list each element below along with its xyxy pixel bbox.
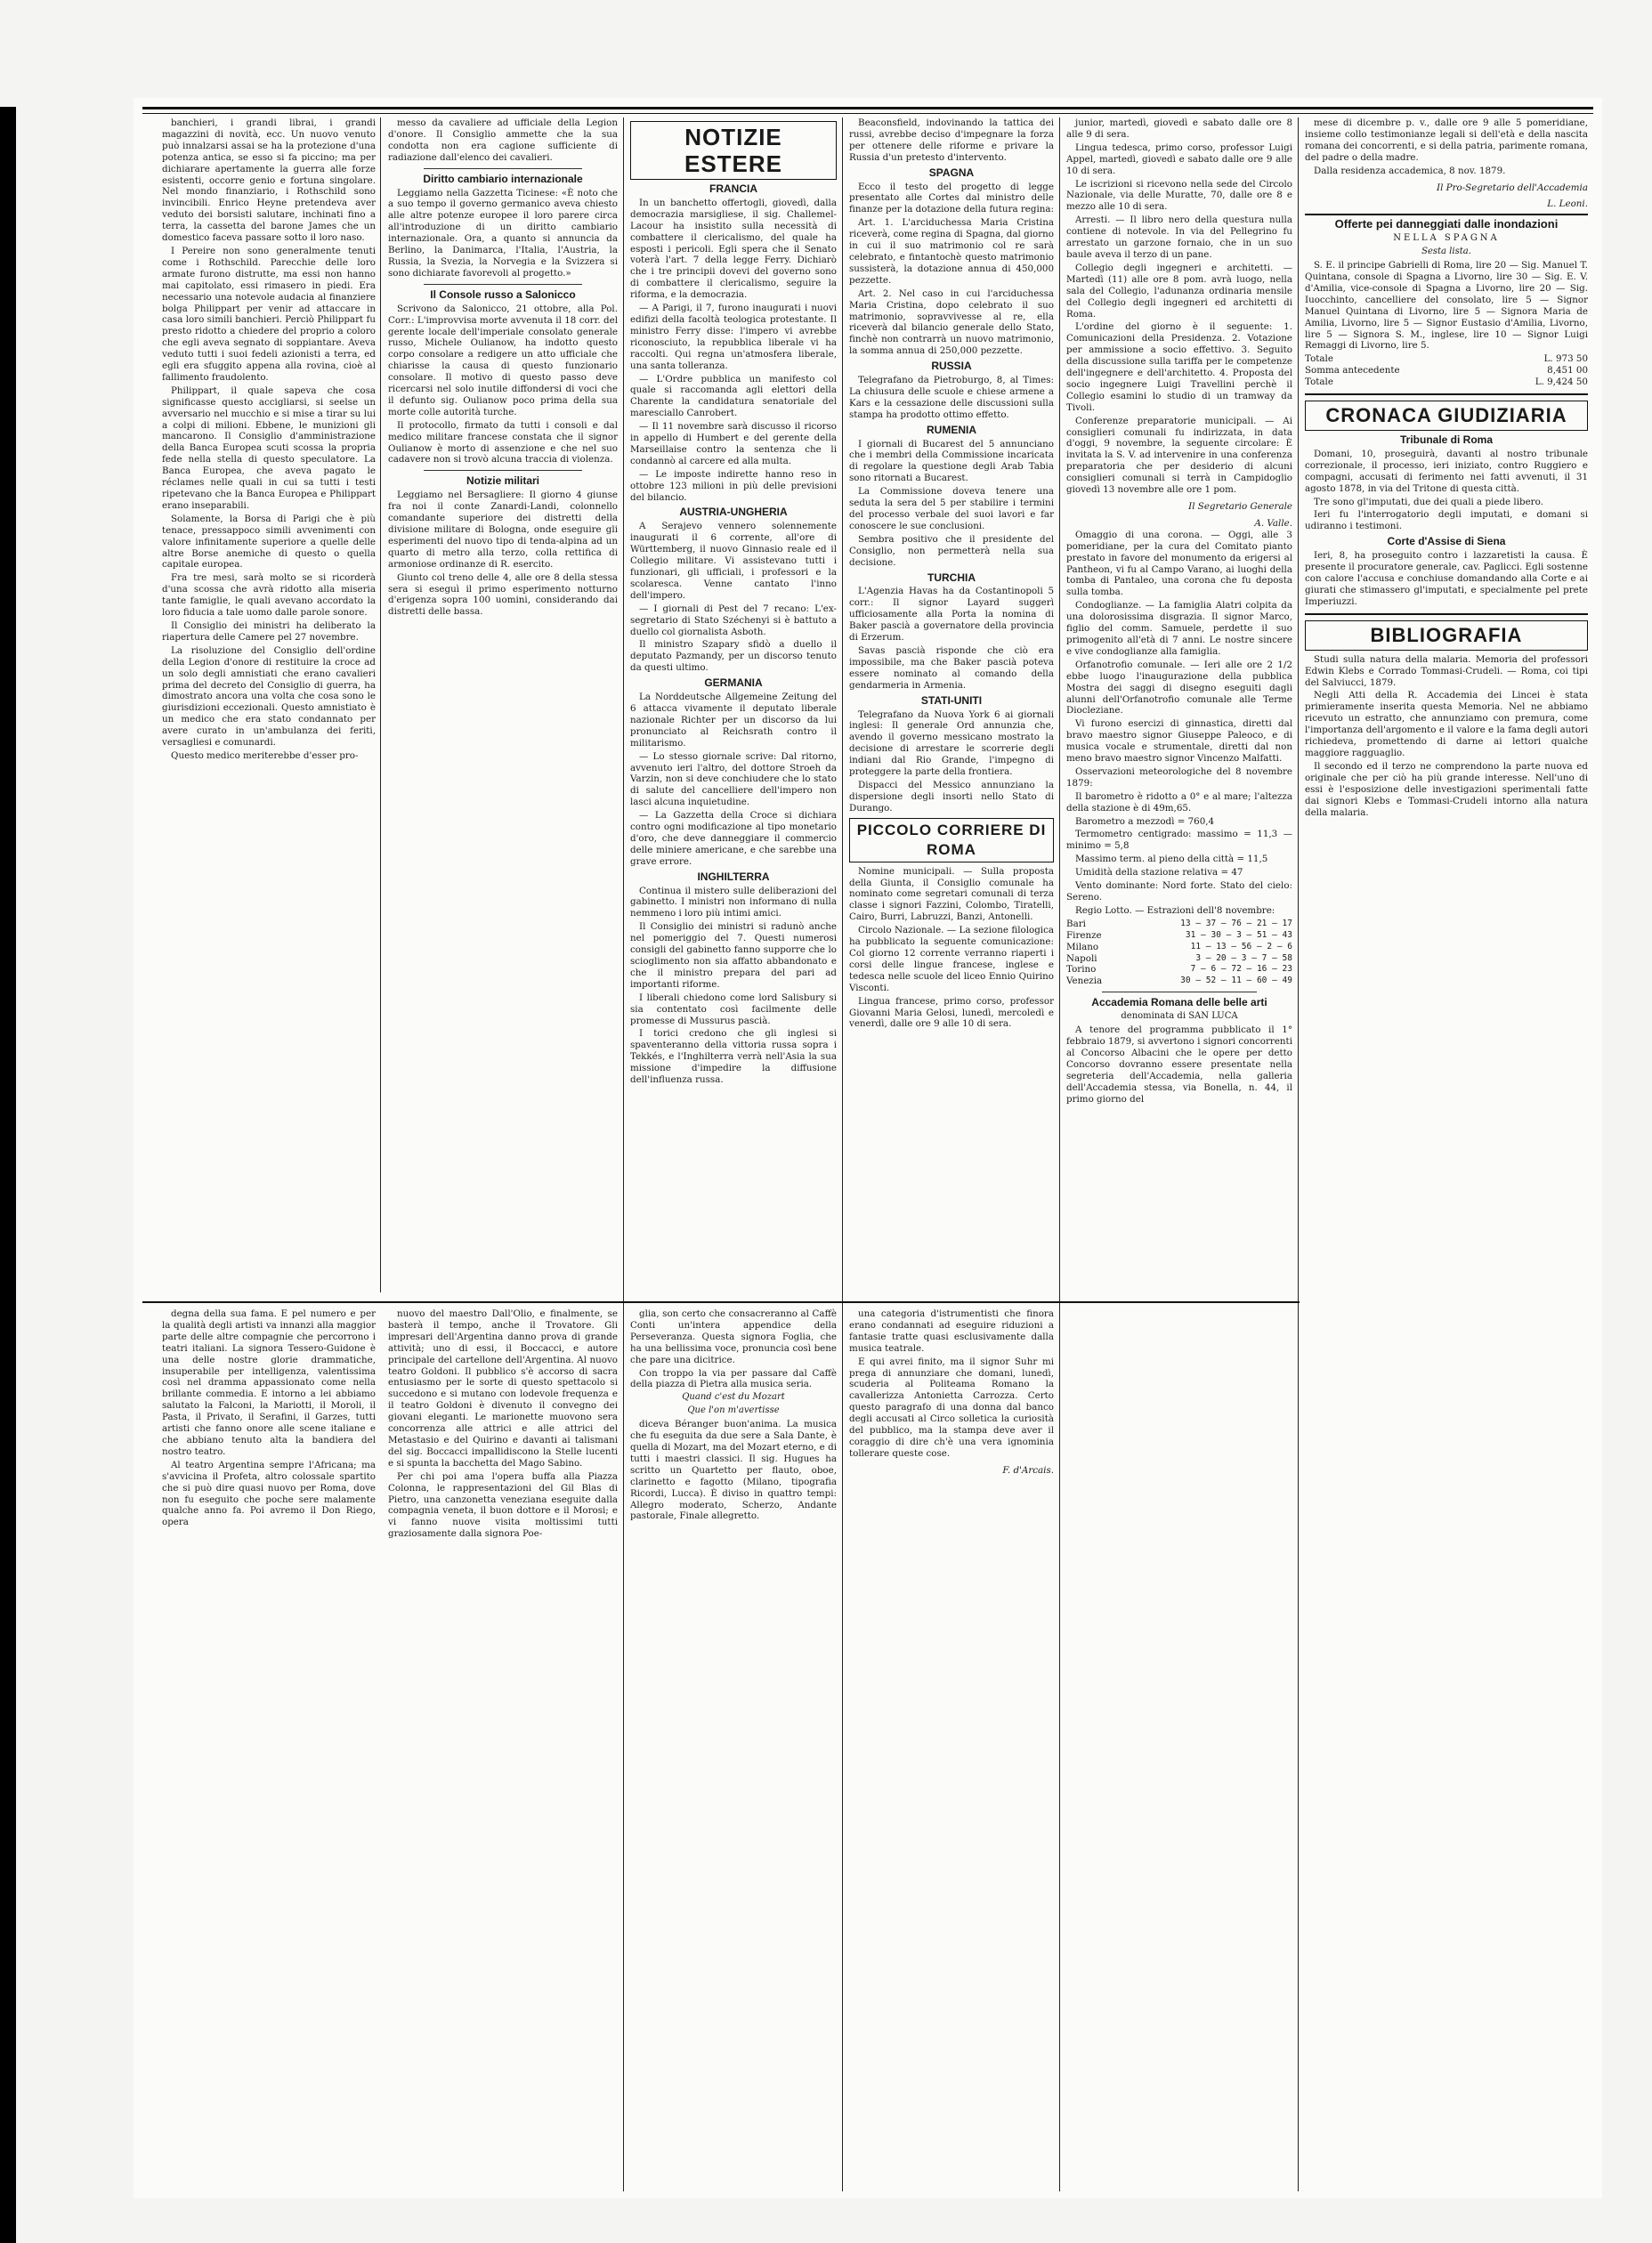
article-text: Beaconsfield, indovinando la tattica dei russi, avrebbe deciso d'impegnare la forza per ottenere delle riforme e privare la Russia d'un pretesto d'intervento. bbox=[849, 117, 1054, 163]
article-text: I torici credono che gli inglesi si spaventeranno della vittoria russa sopra i Tekkés, e l'Inghilterra verrà nell'Asia la sua missione d'impedire la diffusione dell'influenza russa. bbox=[630, 1028, 837, 1086]
article-text: L'Agenzia Havas ha da Costantinopoli 5 corr.: Il signor Layard suggerì ufficiosamente alla Porta la nomina di Baker pascià a governatore della provincia di Erzerum. bbox=[849, 586, 1054, 644]
total-row bbox=[1305, 377, 1588, 388]
article-text: — A Parigi, il 7, furono inaugurati i nuovi edifizi della facoltà teologica protestante. Il ministro Ferry disse: l'impero vi avrebbe riconosciuto, la repubblica liberale vi ha raccolti. Qui regna un'atmosfera liberale, una santa tolleranza. bbox=[630, 303, 837, 371]
weather-line: Barometro a mezzodì = 760,4 bbox=[1075, 815, 1215, 827]
article-text: I liberali chiedono come lord Salisbury si sia contentato così facilmente delle promesse di Mussurus pascià. bbox=[630, 992, 837, 1026]
academy-subheading: denominata di SAN LUCA bbox=[1121, 1011, 1238, 1022]
headline: Diritto cambiario internazionale bbox=[423, 172, 583, 185]
headline-offerte-sub: NELLA SPAGNA bbox=[1393, 233, 1500, 244]
weather-line: Umidità della stazione relativa = 47 bbox=[1075, 867, 1243, 879]
total-label: Somma antecedente bbox=[1305, 365, 1400, 377]
signature-title: Il Segretario Generale bbox=[1188, 501, 1292, 512]
court-heading: Corte d'Assise di Siena bbox=[1387, 535, 1506, 548]
country-heading: RUSSIA bbox=[931, 360, 972, 373]
separator bbox=[1305, 393, 1588, 395]
article-text: L'ordine del giorno è il seguente: 1. Comunicazioni della Presidenza. 2. Votazione per ammissione a socio effettivo. 3. Seguito della discussione sulla tariffa per le competenze dell'ingegnere e dell'architetto. 4. Proposta del socio ingegnere Luigi Travellini perchè il Collegio esamini lo studio di un tramway da Tivoli. bbox=[1066, 321, 1292, 413]
appendix-text: Al teatro Argentina sempre l'Africana; ma s'avvicina il Profeta, altro colossale spartito che si può dire quasi nuovo per Roma, dove non fu eseguito che poche sere malamente qualche anno fa. Poi avremo il Don Riego, opera bbox=[162, 1459, 376, 1528]
article-text: messo da cavaliere ad ufficiale della Legion d'onore. Il Consiglio ammette che la sua condotta non era cagione sufficiente di radiazione dall'elenco dei cavalieri. bbox=[388, 117, 618, 163]
article-text: — Le imposte indirette hanno reso in ottobre 123 milioni in più delle previsioni del bilancio. bbox=[630, 468, 837, 503]
appendix-text: Con troppo la via per passare dal Caffè della piazza di Pietra alla musica seria. bbox=[630, 1367, 837, 1390]
article-text: Giunto col treno delle 4, alle ore 8 della stessa sera si eseguì il primo esperimento notturno d'erigenza sopra 100 uomini, considerando dai distretti delle bassa. bbox=[388, 571, 618, 618]
donor-list: S. E. il principe Gabrielli di Roma, lire 20 — Sig. Manuel T. Quintana, console di Spagna a Livorno, lire 30 — Sig. E. V. d'Amilia, vice-console di Spagna a Livorno, lire 20 — Sig. Iuocchinto, cancelliere del consolato, lire 5 — Signor Manuel Quintana di Livorno, lire 5 — Signora Maria de Amilia, Livorno, lire 5 — Signor Eustasio d'Amilia, Livorno, lire 5 — Signora S. M., inglese, lire 10 — Signor Luigi Remaggi di Livorno, lire 5. bbox=[1305, 260, 1588, 352]
appendix-text: glia, son certo che consacreranno al Caffè Conti un'intera appendice della Perseveranza. Questa signora Foglia, che ha una bellissima voce, pronuncia così bene che pare una dicitrice. bbox=[630, 1308, 837, 1365]
top-rule bbox=[142, 107, 1593, 109]
article-text: Il secondo ed il terzo ne comprendono la parte nuova ed originale che per ciò ha più grande interesse. Nell'uno di essi è l'esposizione delle investigazioni sperimentali fatte dai signori Klebs e Tommasi-Crudeli intorno alla natura della malaria. bbox=[1305, 760, 1588, 818]
article-text: La risoluzione del Consiglio dell'ordine della Legion d'onore di restituire la croce ad un solo degli amnistiati che erano cavalieri prima del decreto del Consiglio di guerra, ha dimostrato ancora una volta che cosa sono le giurisdizioni eccezionali. Questo amnistiato è un medico che era stato condannato per avere curato in un'ambulanza dei feriti, versagliesi e comunardi. bbox=[162, 644, 376, 749]
quote-line: Que l'on m'avertisse bbox=[687, 1405, 780, 1416]
lotto-numbers: 7 — 6 — 72 — 16 — 23 bbox=[1190, 964, 1292, 975]
court-heading: Tribunale di Roma bbox=[1399, 433, 1493, 447]
signature-title: Il Pro-Segretario dell'Accademia bbox=[1437, 182, 1588, 193]
masthead-local-news: PICCOLO CORRIERE DI ROMA bbox=[849, 818, 1054, 862]
signature-name: L. Leoni. bbox=[1547, 198, 1588, 210]
appendix-text: nuovo del maestro Dall'Olio, e finalmente, se basterà il tempo, anche il Trovatore. Gli impresari dell'Argentina danno prova di grande attività; uno di essi, il Boccacci, e autore principale del cartellone dell'Argentina. Al nuovo teatro Goldoni. Il pubblico s'è accorso di sacra entusiasmo per le sorte di questo spettacolo si succedono e si mutano con lodevole frequenza e il teatro Goldoni è divenuto il convegno dei giovani eleganti. Le marionette muovono sera concorrenza alle attrici e alle attrici del Metastasio e del Quirino e davanti ai talismani del sig. Boccacci impallidiscono la Stelle lucenti e si spunta la bacchetta del Mago Sabino. bbox=[388, 1308, 618, 1469]
article-text: Art. 2. Nel caso in cui l'arciduchessa Maria Cristina, dopo celebrato il suo matrimonio, sopravvivesse al re, ella riceverà dal bilancio generale dello Stato, finchè non contrarrà un nuovo matrimonio, la somma annua di 250,000 pezzette. bbox=[849, 287, 1054, 357]
article-text: I Pereire non sono generalmente tenuti come i Rothschild. Parecchie delle loro armate furono distrutte, ma essi non hanno mai capitolato, essi rimasero in piedi. Era necessario una notevole audacia al finanziere bolga Philippart per venir ad attaccare in casa loro simili banchieri. Perciò Philippart fu presto ridotto a chiedere del proprio a coloro che egli aveva segnato di soppiantare. Aveva veduto tutti i suoi fedeli azionisti a terra, ed egli era sfuggito appena alla rovina, cioè al fallimento fraudolento. bbox=[162, 245, 376, 383]
article-text: Vi furono esercizi di ginnastica, diretti dal bravo maestro signor Giuseppe Paleoco, e di musica vocale e strumentale, diretti dal non meno bravo maestro signor Vincenzo Malfatti. bbox=[1066, 718, 1292, 765]
article-text: I giornali di Bucarest del 5 annunciano che i membri della Commissione incaricata di regolare la questione degli Arab Tabia sono ritornati a Bucarest. bbox=[849, 438, 1054, 484]
column-1 bbox=[162, 117, 376, 1297]
article-text: — Il 11 novembre sarà discusso il ricorso in appello di Humbert e del gerente della Marseillaise contro la sentenza che li condannò al carcere ed alla multa. bbox=[630, 421, 837, 466]
country-heading: GERMANIA bbox=[704, 676, 763, 690]
section-title-foreign-news: NOTIZIE ESTERE bbox=[630, 121, 837, 180]
country-heading: RUMENIA bbox=[927, 423, 976, 436]
lotto-table bbox=[1066, 919, 1292, 987]
article-text: Philippart, il quale sapeva che cosa significasse questo accigliarsi, si seelse un avversario nel mucchio e si mise a tirar su lui a colpi di milioni. Ebbene, le munizioni gli mancarono. Il Consiglio d'amministrazione della Banca Europea scuti scossa la propria fede nella stella di questo speculatore. La Banca Europea, che aveva pagato le réclames nelle quali in cui sa tutti i testi ripetevano che la Banca Europea e Philippart erano inseparabili. bbox=[162, 385, 376, 511]
article-text: Questo medico meriterebbe d'esser pro- bbox=[171, 749, 359, 761]
article-text: Circolo Nazionale. — La sezione filologica ha pubblicato la seguente comunicazione: Col giorno 12 corrente verranno riaperti i corsi delle lingue francese, inglese e tedesca nelle scuole del liceo Ennio Quirino Visconti. bbox=[849, 925, 1054, 993]
lotto-row bbox=[1066, 919, 1292, 930]
column-rule bbox=[380, 117, 381, 1292]
appendix-text: E qui avrei finito, ma il signor Suhr mi prega di annunziare che domani, lunedì, scuderia al Politeama Romano la cavallerizza Antonietta Carrozza. Certo questo paragrafo di una donna dal banco degli accusati al Circo solletica la curiosità del pubblico, ma la stampa deve aver il coraggio di dire ch'è una vera ignominia tollerare queste cose. bbox=[849, 1356, 1054, 1459]
headline: Notizie militari bbox=[466, 474, 539, 488]
article-text: Leggiamo nel Bersagliere: Il giorno 4 giunse fra noi il conte Zanardi-Landi, colonnello comandante superiore dei distretti della divisione militare di Bologna, onde eseguire gli esperimenti del nuovo tipo di tenda-alpina ad un quarto di metro alla terzo, colla rettifica di armoniose ordinanze di R. esercito. bbox=[388, 490, 618, 570]
academy-heading: Accademia Romana delle belle arti bbox=[1091, 996, 1267, 1009]
article-text: Omaggio di una corona. — Oggi, alle 3 pomeridiane, per la cura del Comitato pianto prestato in favore del monumento da erigersi al Pantheon, vi fu al Campo Varano, ai luoghi della tomba di Pantaleo, una corona che fu deposta sulla tomba. bbox=[1066, 529, 1292, 598]
weather-line: Il barometro è ridotto a 0° e al mare; l'altezza della stazione è di 49m,65. bbox=[1066, 790, 1292, 814]
article-text: Il ministro Szapary sfidò a duello il deputato Pazmandy, per un discorso tenuto da questi ultimo. bbox=[630, 639, 837, 674]
lotto-row bbox=[1066, 953, 1292, 965]
article-text: Ieri fu l'interrogatorio degli imputati, e domani si udiranno i testimoni. bbox=[1305, 509, 1588, 532]
list-number: Sesta lista. bbox=[1421, 247, 1471, 257]
country-heading: INGHILTERRA bbox=[697, 870, 770, 883]
article-text: Scrivono da Salonicco, 21 ottobre, alla Pol. Corr.: L'improvvisa morte avvenuta il 18 corr. del gerente locale dell'imperiale consolato generale russo, Michele Oulianow, ha indotto questo corpo consolare a redigere un atto ufficiale che chiarisse la causa di questo funzionario consolare. Il motivo di questo passo deve ricercarsi nel solo inutile diffondersi di voci che il defunto sig. Oulianow poco prima della sua morte colle autorità turche. bbox=[388, 303, 618, 417]
appendix-text: diceva Béranger buon'anima. La musica che fu eseguita da due sere a Sala Dante, è quella di Mozart, ma del Mozart eterno, e di tutti i maestri classici. Il sig. Hugues ha scritto un Quartetto per flauto, oboe, clarinetto e fagotto (Milano, tipografia Ricordi, Lucca). È diviso in quattro tempi: Allegro moderato, Scherzo, Andante pastorale, Finale allegretto. bbox=[630, 1419, 837, 1522]
article-text: La Norddeutsche Allgemeine Zeitung del 6 attacca vivamente il deputato liberale nazionale Richter per un discorso da lui pronunciato al Reichsrath contro il militarismo. bbox=[630, 692, 837, 749]
appendix-text: Per chi poi ama l'opera buffa alla Piazza Colonna, le rappresentazioni del Gil Blas di Pietro, una canzonetta veneziana eseguite dalla compagnia veneta, il buon dottore e il Morosi; e vi fanno nuove visita moltissimi tutti graziosamente dalla signora Poe- bbox=[388, 1470, 618, 1540]
total-label: Totale bbox=[1305, 353, 1333, 365]
article-text: — I giornali di Pest del 7 recano: L'ex-segretario di Stato Széchenyi si è battuto a duello col giornalista Asboth. bbox=[630, 603, 837, 637]
article-text: Condoglianze. — La famiglia Alatri colpita da una dolorosissima disgrazia. Il signor Marco, figlio del comm. Samuele, perdette il suo primogenito all'età di 7 anni. Le nostre sincere e vive condoglianze alla famiglia. bbox=[1066, 600, 1292, 657]
weather-line: Termometro centigrado: massimo = 11,3 — minimo = 5,8 bbox=[1066, 829, 1292, 852]
total-row bbox=[1305, 365, 1588, 377]
article-text: Art. 1. L'arciduchessa Maria Cristina riceverà, come regina di Spagna, dal giorno in cui il suo matrimonio col re sarà celebrato, e fintantochè questo matrimonio sussisterà, la dotazione annua di 450,000 pezzette. bbox=[849, 217, 1054, 286]
article-text: Ecco il testo del progetto di legge presentato alle Cortes dal ministro delle finanze per la dotazione della futura regina: bbox=[849, 181, 1054, 215]
country-heading: STATI-UNITI bbox=[920, 693, 983, 707]
country-heading: AUSTRIA-UNGHERIA bbox=[679, 506, 788, 519]
article-text: La Commissione doveva tenere una seduta la sera del 5 per stabilire i termini del processo verbale del suoi lavori e far conoscere le sue conclusioni. bbox=[849, 486, 1054, 531]
article-text: In un banchetto offertogli, giovedì, dalla democrazia marsigliese, il sig. Challemel-Lacour ha insistito sulla necessità di combattere il clericalismo, del quale ha esposti i pericoli. Egli spera che il Senato voterà l'art. 7 della legge Ferry. Dichiarò che i tre principii dovevi del governo sono di combattere il clericalismo, seguire la riforma, e la democrazia. bbox=[630, 197, 837, 301]
article-text: Le iscrizioni si ricevono nella sede del Circolo Nazionale, via delle Muratte, 70, dalle ore 8 e mezzo alle 10 di sera. bbox=[1066, 178, 1292, 213]
article-text: — L'Ordre pubblica un manifesto col quale si raccomanda agli elettori della Charente la candidatura senatoriale del maresciallo Canrobert. bbox=[630, 373, 837, 419]
article-text: Il protocollo, firmato da tutti i consoli e dal medico militare francese constata che il signor Oulianow è morto di assenzione e che nel suo cadavere non si trovò alcuna traccia di violenza. bbox=[388, 419, 618, 466]
article-text: Leggiamo nella Gazzetta Ticinese: «È noto che a suo tempo il governo germanico aveva chiesto alle altre potenze europee il loro parere circa all'introduzione di un diritto cambiario internazionale. Ora, a quanto si annuncia da Berlino, la Danimarca, l'Italia, l'Austria, la Russia, la Svezia, la Norvegia e la Svizzera si sono dichiarate favorevoli al progetto.» bbox=[388, 187, 618, 279]
column-3 bbox=[630, 117, 837, 1297]
column-rule bbox=[1059, 117, 1060, 2191]
article-text: Il Consiglio dei ministri ha deliberato la riapertura delle Camere pel 27 novembre. bbox=[162, 619, 376, 643]
article-text: Conferenze preparatorie municipali. — Ai consiglieri comunali fu indirizzata, in data d'oggi, 9 novembre, la seguente circolare: È invitata la S. V. ad intervenire in una conferenza preparatoria che per desiderio di alcuni consiglieri comunali si terrà in Campidoglio giovedì 13 novembre alle ore 1 pom. bbox=[1066, 415, 1292, 496]
section-title-bibliography: BIBLIOGRAFIA bbox=[1305, 620, 1588, 651]
scan-edge bbox=[0, 107, 16, 2243]
separator bbox=[424, 168, 582, 169]
headline: Il Console russo a Salonicco bbox=[430, 287, 576, 301]
total-label: Totale bbox=[1305, 377, 1333, 388]
section-title-judicial: CRONACA GIUDIZIARIA bbox=[1305, 401, 1588, 431]
article-text: Fra tre mesi, sarà molto se si ricorderà d'una scossa che avrà ridotto alla miseria tante famiglie, le quali avevano accordato la loro fiducia a tale uomo dalle parole sonore. bbox=[162, 572, 376, 619]
article-text: Nomine municipali. — Sulla proposta della Giunta, il Consiglio comunale ha nominato come segretari comunali di terza classe i signori Fazzini, Colombo, Tiratelli, Cairo, Burri, Labruzzi, Banzi, Antonelli. bbox=[849, 865, 1054, 923]
lotto-city: Firenze bbox=[1066, 929, 1102, 941]
lotto-numbers: 31 — 30 — 3 — 51 — 43 bbox=[1185, 929, 1292, 940]
column-rule bbox=[842, 117, 843, 2191]
article-text: banchieri, i grandi librai, i grandi magazzini di novità, ecc. Un nuovo venuto può innalzarsi assai se ha la protezione d'una potenza antica, se esso si fa piccino; ma per dichiarare apertamente la guerra alle forze esistenti, occorre genio e fortuna singolare. Nel mondo finanziario, i Rothschild sono invincibili. Enrico Heyne pretendeva aver veduto dei borsisti salutare, inchinati fino a terra, la cassetta del barone James che un domestico faceva passare sotto il loro naso. bbox=[162, 117, 376, 244]
article-text: Ieri, 8, ha proseguito contro i lazzaretisti la causa. È presente il procuratore generale, cav. Paglicci. Egli sostenne con calore l'accusa e conchiuse domandando alla Corte e ai giurati che stimassero gl'imputati, e specialmente pel prete Imperiuzzi. bbox=[1305, 550, 1588, 607]
article-text: Sembra positivo che il presidente del Consiglio, non permetterà nella sua decisione. bbox=[849, 533, 1054, 568]
lotto-numbers: 13 — 37 — 76 — 21 — 17 bbox=[1180, 918, 1292, 928]
article-text: — Lo stesso giornale scrive: Dal ritorno, avvenuto ieri l'altro, del dottore Stroeh da Varzin, non si deve conchiudere che lo stato di salute del cancelliere dell'impero non lasci alcuna inquietudine. bbox=[630, 750, 837, 808]
appendix-column-1 bbox=[162, 1308, 376, 2145]
article-text: mese di dicembre p. v., dalle ore 9 alle 5 pomeridiane, insieme collo testimonianze legali si dell'età e della nascita romana dei concorrenti, e si della patria, parimente romana, del padre o della madre. bbox=[1305, 117, 1588, 163]
total-row bbox=[1305, 353, 1588, 365]
weather-heading: Osservazioni meteorologiche del 8 novembre 1879: bbox=[1066, 765, 1292, 789]
appendix-text: degna della sua fama. E pel numero e per la qualità degli artisti va innanzi alla maggior parte delle altre compagnie che percorrono i teatri italiani. La signora Tessero-Guidone è una delle nostre glorie drammatiche, insuperabile per intelligenza, valentissima così nel dramma appassionato come nella brillante commedia. E intorno a lei abbiamo salutato la Falconi, la Mariotti, il Moroli, il Pasta, il Privato, il Serafini, il Garzes, tutti artisti che fanno onore alle scene italiane e che abbiano tenuto alta la bandiera del nostro teatro. bbox=[162, 1308, 376, 1457]
quote-line: Quand c'est du Mozart bbox=[682, 1392, 785, 1403]
article-text: Negli Atti della R. Accademia dei Lincei è stata primieramente inserita questa Memoria. Nel ne abbiamo ricevuto un estratto, che annunziamo con premura, come l'importanza dell'argomento e il valore e la fama degli autori richiedeva, promettendo di darne ai lettori qualche maggiore ragguaglio. bbox=[1305, 690, 1588, 758]
column-2 bbox=[388, 117, 618, 1297]
article-text: Il Consiglio dei ministri si radunò anche nel pomeriggio del 7. Questi numerosi consigli del gabinetto fanno supporre che lo scioglimento non sia affatto abbandonato e che il ministro prepara del pari ad importanti riforme. bbox=[630, 921, 837, 990]
article-text: Savas pascià risponde che ciò era impossibile, ma che Baker pascià poteva essere nominato al comando della gendarmeria in Armenia. bbox=[849, 644, 1054, 691]
separator bbox=[1305, 613, 1588, 615]
lotto-heading: Regio Lotto. — Estrazioni dell'8 novembre: bbox=[1075, 904, 1275, 916]
column-6 bbox=[1305, 117, 1588, 2191]
lotto-row bbox=[1066, 976, 1292, 987]
weather-line: Massimo term. al pieno della città = 11,5 bbox=[1075, 854, 1268, 865]
lotto-row bbox=[1066, 942, 1292, 953]
column-4 bbox=[849, 117, 1054, 1297]
country-heading: SPAGNA bbox=[928, 166, 975, 179]
article-text: Studi sulla natura della malaria. Memoria del professori Edwin Klebs e Corrado Tommasi-Crudeli. — Roma, coi tipi del Salviucci, 1879. bbox=[1305, 653, 1588, 688]
article-text: Dalla residenza accademica, 8 nov. 1879. bbox=[1314, 165, 1506, 176]
article-text: Dispacci del Messico annunziano la dispersione degli insorti nello Stato di Durango. bbox=[849, 779, 1054, 814]
lotto-numbers: 3 — 20 — 3 — 7 — 58 bbox=[1195, 952, 1292, 963]
appendix-column-3 bbox=[630, 1308, 837, 2145]
article-text: Lingua francese, primo corso, professor Giovanni Maria Gelosi, lunedì, mercoledì e venerdì, dalle ore 9 alle 10 di sera. bbox=[849, 995, 1054, 1030]
lotto-numbers: 30 — 52 — 11 — 60 — 49 bbox=[1180, 976, 1292, 986]
total-value: L. 973 50 bbox=[1543, 353, 1588, 365]
headline-offerte: Offerte pei danneggiati dalle inondazioni bbox=[1334, 217, 1559, 231]
article-text: Collegio degli ingegneri e architetti. — Martedì (11) alle ore 8 pom. avrà luogo, nella sala del Collegio, l'adunanza ordinaria mensile del Collegio degli ingegneri ed architetti di Roma. bbox=[1066, 262, 1292, 320]
lotto-row bbox=[1066, 964, 1292, 976]
total-value: 8,451 00 bbox=[1547, 365, 1588, 377]
article-text: Solamente, la Borsa di Parigi che è più tenace, pressappoco simili avvenimenti con valore infinitamente superiore a quelle delle altre Borse anemiche di questo o quella capitale europea. bbox=[162, 513, 376, 571]
country-heading: FRANCIA bbox=[709, 182, 757, 195]
appendix-column-2 bbox=[388, 1308, 618, 2145]
separator bbox=[424, 284, 582, 285]
author-signature: F. d'Arcais. bbox=[1002, 1464, 1054, 1476]
article-text: A tenore del programma pubblicato il 1° febbraio 1879, si avvertono i signori concorrenti al Concorso Albacini che le opere per detto Concorso dovranno essere presentate nella segreteria dell'Accademia, nella galleria dell'Accademia stessa, via Bonella, n. 44, il primo giorno del bbox=[1066, 1024, 1292, 1105]
article-text: Continua il mistero sulle deliberazioni del gabinetto. I ministri non informano di nulla nemmeno i loro più intimi amici. bbox=[630, 885, 837, 919]
lotto-city: Napoli bbox=[1066, 952, 1097, 964]
lotto-row bbox=[1066, 930, 1292, 942]
article-text: Tre sono gl'imputati, due dei quali a piede libero. bbox=[1314, 496, 1543, 507]
article-text: Orfanotrofio comunale. — Ieri alle ore 2 1/2 ebbe luogo l'inaugurazione della pubblica Mostra dei saggi di disegno eseguiti dagli alunni dell'Orfanotrofio comunale alle Terme Diocleziane. bbox=[1066, 659, 1292, 717]
column-5 bbox=[1066, 117, 1292, 2191]
weather-line: Vento dominante: Nord forte. Stato del cielo: Sereno. bbox=[1066, 880, 1292, 903]
total-value: L. 9,424 50 bbox=[1535, 377, 1588, 388]
top-rule-thin bbox=[142, 113, 1593, 114]
article-text: Arresti. — Il libro nero della questura nulla contiene di notevole. In via del Pellegrino fu arrestato un garzone fornaio, che in un suo baule aveva il terzo di un pane. bbox=[1066, 215, 1292, 260]
article-text: A Serajevo vennero solennemente inaugurati il 6 corrente, all'ore di Württemberg, il nuovo Ginnasio reale ed il Collegio militare. Vi assistevano tutti i funzionari, gli ufficiali, i professori e la scolaresca. Venne cantato l'inno dell'impero. bbox=[630, 521, 837, 601]
country-heading: TURCHIA bbox=[927, 571, 976, 584]
lotto-city: Bari bbox=[1066, 918, 1086, 929]
appendix-text: una categoria d'istrumentisti che finora erano condannati ad eseguire riduzioni a fantasie tratte quasi esclusivamente dalla musica teatrale. bbox=[849, 1308, 1054, 1354]
article-text: Lingua tedesca, primo corso, professor Luigi Appel, martedì, giovedì e sabato dalle ore 9 alle 10 di sera. bbox=[1066, 142, 1292, 176]
separator bbox=[1305, 214, 1588, 215]
appendix-column-4 bbox=[849, 1308, 1054, 2145]
lotto-city: Torino bbox=[1066, 964, 1097, 976]
article-text: Telegrafano da Pietroburgo, 8, al Times: La chiusura delle scuole e chiese armene a Kars e la cessazione delle discussioni sulla stampa ha prodotto ottimo effetto. bbox=[849, 375, 1054, 420]
column-rule bbox=[1298, 117, 1299, 2191]
lotto-numbers: 11 — 13 — 56 — 2 — 6 bbox=[1190, 941, 1292, 951]
article-text: Telegrafano da Nuova York 6 ai giornali inglesi: Il generale Ord annunzia che, avendo il governo messicano mostrato la decisione di arrestare le scorrerie degli indiani dal Rio Grande, l'impegno di proteggere la parte della frontiera. bbox=[849, 709, 1054, 778]
article-text: Domani, 10, proseguirà, davanti al nostro tribunale correzionale, il processo, ieri iniziato, contro Ruggiero e compagni, accusati di ferimento nei fatti avvenuti, il 31 agosto 1878, in via del Tritone di questa città. bbox=[1305, 448, 1588, 494]
column-rule bbox=[623, 117, 624, 2191]
lotto-city: Milano bbox=[1066, 941, 1099, 952]
signature-name: A. Valle. bbox=[1254, 517, 1292, 529]
article-text: — La Gazzetta della Croce si dichiara contro ogni modificazione al tipo monetario d'oro, che deve danneggiare il commercio delle miniere americane, e che sarebbe una grave errore. bbox=[630, 810, 837, 867]
separator bbox=[424, 470, 582, 471]
lotto-city: Venezia bbox=[1066, 976, 1103, 987]
article-text: junior, martedì, giovedì e sabato dalle ore 8 alle 9 di sera. bbox=[1066, 117, 1292, 140]
